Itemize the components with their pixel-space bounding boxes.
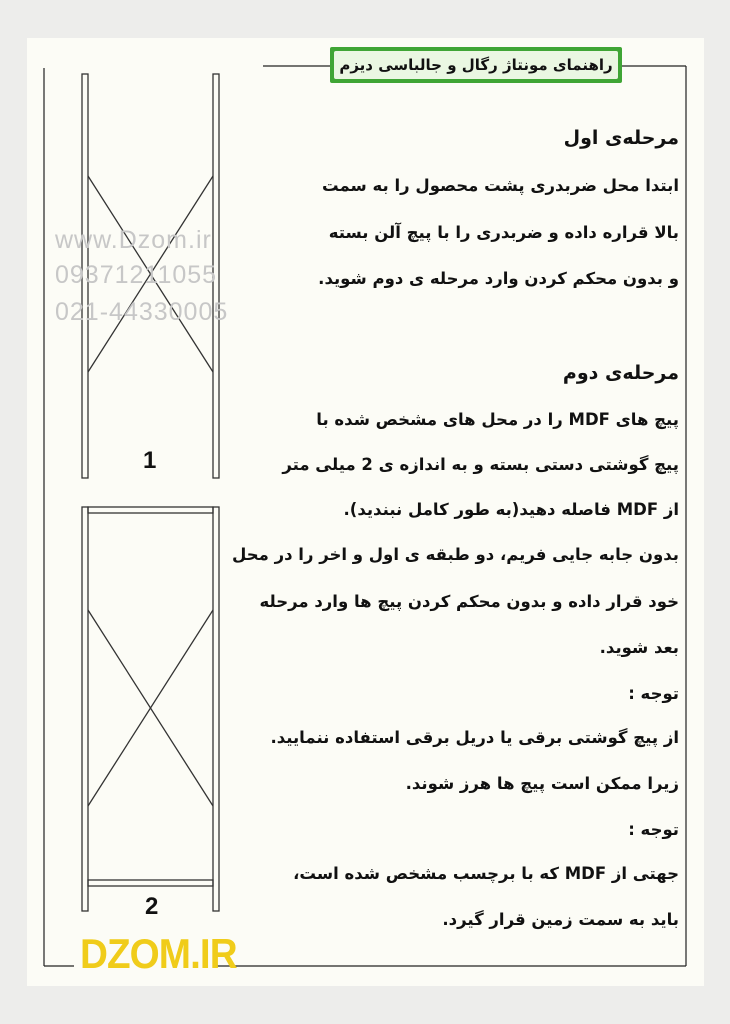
note1-label: توجه : — [628, 684, 679, 703]
watermark-phone-office: 021-44330005 — [55, 298, 229, 326]
brand-logo: DZOM.IR — [80, 930, 237, 977]
step2-line: پیچ گوشتی دستی بسته و به اندازه ی 2 میلی متر — [282, 455, 679, 474]
note2-line: باید به سمت زمین قرار گیرد. — [442, 910, 679, 929]
step1-heading: مرحله‌ی اول — [563, 127, 679, 149]
step2-heading: مرحله‌ی دوم — [562, 362, 679, 384]
step1-line: و بدون محکم کردن وارد مرحله ی دوم شوید. — [318, 269, 679, 288]
rack-figure-2 — [82, 507, 219, 911]
step1-line: ابتدا محل ضربدری پشت محصول را به سمت — [322, 176, 679, 195]
note1-line: از پیچ گوشتی برقی یا دریل برقی استفاده ننمایید. — [270, 728, 679, 747]
step1-line: بالا قراره داده و ضربدری را با پیچ آلن بسته — [328, 223, 679, 242]
step2-line: خود قرار داده و بدون محکم کردن پیچ ها وارد مرحله — [259, 592, 679, 611]
step2-line: بدون جابه جایی فریم، دو طبقه ی اول و اخر را در محل — [232, 545, 679, 564]
note1-line: زیرا ممکن است پیچ ها هرز شوند. — [405, 774, 679, 793]
watermark-site: www.Dzom.ir — [55, 226, 212, 254]
note2-line: جهتی از MDF که با برچسب مشخص شده است، — [293, 864, 679, 883]
watermark-phone-mobile: 09371211055 — [55, 261, 218, 289]
page-title: راهنمای مونتاژ رگال و جالباسی دیزم — [334, 51, 618, 79]
note2-label: توجه : — [628, 820, 679, 839]
figure-number-1: 1 — [143, 447, 157, 474]
step2-line: پیچ های MDF را در محل های مشخص شده با — [316, 410, 679, 429]
step2-line: بعد شوید. — [599, 638, 679, 657]
step2-line: از MDF فاصله دهید(به طور کامل نبندید). — [343, 500, 679, 519]
figure-number-2: 2 — [145, 893, 159, 920]
